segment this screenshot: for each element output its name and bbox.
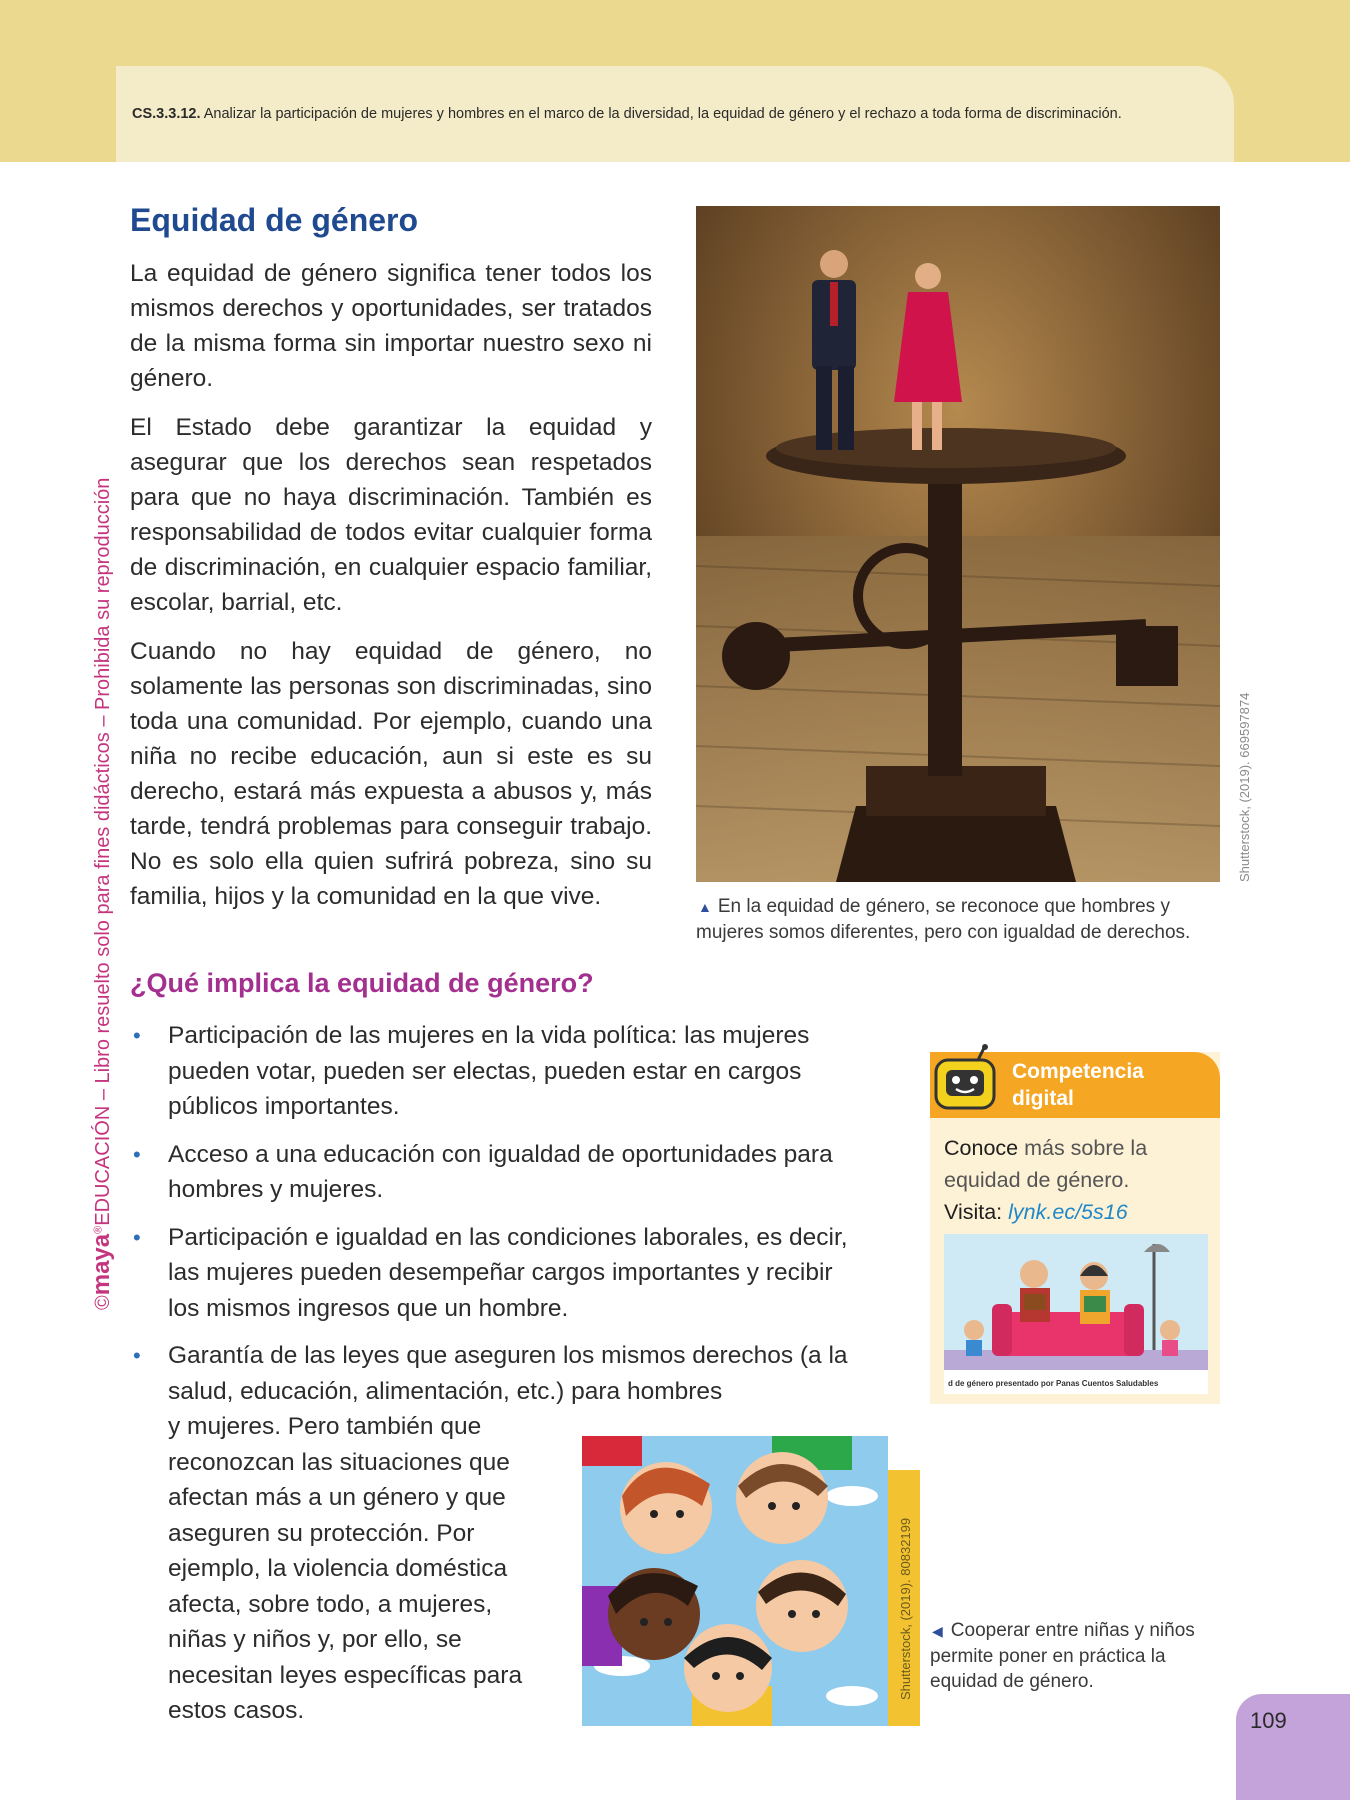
list-item-text: Acceso a una educación con igualdad de oportunidades para hombres y mujeres. xyxy=(168,1140,833,1203)
digital-text-rest: más sobre la equidad de género. xyxy=(944,1136,1148,1192)
bullet-icon: • xyxy=(133,1023,141,1048)
paragraph-3: Cuando no hay equidad de género, no solamente las personas son discriminadas, sino toda una comunidad. Por ejemplo, cuando una niña no recibe educación, aun si este es su derecho, estará más expuesta a abusos y, más tarde, tendrá problemas para conseguir trabajo. No es solo ella quien sufrirá pobreza, sino su familia, hijos y la comunidad en la que vive. xyxy=(130,638,652,910)
photo-caption-1 xyxy=(696,894,1226,945)
intro-column xyxy=(130,256,652,928)
subsection-title: ¿Qué implica la equidad de género? xyxy=(130,968,594,998)
list-item-line: afectan más a un género y que xyxy=(168,1484,506,1511)
side-copyright-note xyxy=(88,470,116,1310)
list-item-line: reconozcan las situaciones que xyxy=(168,1448,510,1476)
photo-credit-2: Shutterstock, (2019). 80832199 xyxy=(898,1517,913,1700)
paragraph-1: La equidad de género significa tener todos los mismos derechos y oportunidades, ser tratados de la misma forma sin importar nuestro sexo ni género. xyxy=(130,260,652,392)
bullet-icon: • xyxy=(133,1224,141,1250)
robot-icon xyxy=(926,1042,1006,1122)
list-item-line: aseguren su protección. Por xyxy=(168,1519,475,1547)
side-note-text: EDUCACIÓN – Libro resuelto solo para fines didácticos – Prohibida su reproducción xyxy=(92,477,114,1226)
list-item-text: Participación de las mujeres en la vida política: las mujeres pueden votar, pueden ser electas, pueden estar en cargos públicos importantes. xyxy=(168,1022,810,1120)
photo-caption-2 xyxy=(930,1618,1230,1694)
digital-box-title xyxy=(1012,1058,1144,1112)
objective-text xyxy=(132,106,1222,122)
photo-children-circle xyxy=(582,1436,888,1726)
thumbnail-caption: d de género presentado por Panas Cuentos Saludables xyxy=(948,1379,1159,1388)
brand-name: maya xyxy=(88,1233,115,1296)
digital-text-strong: Conoce xyxy=(944,1136,1019,1160)
page-number-tab xyxy=(1236,1694,1350,1800)
list-item-text: Participación e igualdad en las condiciones laborales, es decir, las mujeres pueden desempeñar cargos importantes y recibir los mismos ingresos que un hombre. xyxy=(168,1223,848,1322)
bullet-icon: • xyxy=(133,1141,141,1167)
paragraph-2: El Estado debe garantizar la equidad y asegurar que los derechos sean respetados para que no haya discriminación. También es responsabilidad de todos evitar cualquier forma de discriminación, en cualquier espacio familiar, escolar, barrial, etc. xyxy=(130,414,652,616)
resource-link[interactable]: lynk.ec/5s16 xyxy=(1008,1200,1128,1224)
list-item xyxy=(130,1018,860,1125)
children-circle-illustration xyxy=(582,1436,888,1726)
list-item-line: ejemplo, la violencia doméstica xyxy=(168,1555,508,1582)
list-item xyxy=(130,1137,860,1208)
list-item-line: necesitan leyes específicas para xyxy=(168,1661,523,1689)
photo-caption-2-text: Cooperar entre niñas y niños permite poner en práctica la equidad de género. xyxy=(930,1620,1195,1692)
objective-box xyxy=(116,66,1234,162)
list-item-line: estos casos. xyxy=(168,1697,305,1724)
caption-triangle-icon: ◀ xyxy=(932,1623,943,1639)
digital-title-line1: Competencia xyxy=(1012,1060,1144,1083)
visit-label: Visita: xyxy=(944,1200,1003,1224)
list-item-line: y mujeres. Pero también que xyxy=(168,1413,482,1440)
bullet-icon: • xyxy=(133,1343,141,1368)
objective-description: Analizar la participación de mujeres y hombres en el marco de la diversidad, la equidad de género y el rechazo a toda forma de discriminación. xyxy=(203,106,1122,122)
caption-triangle-icon: ▲ xyxy=(698,899,712,915)
digital-box-header xyxy=(930,1052,1220,1118)
digital-competence-box xyxy=(930,1052,1220,1404)
registered-symbol: ® xyxy=(92,1225,105,1234)
section-title: Equidad de género xyxy=(130,202,419,238)
page-number: 109 xyxy=(1250,1708,1287,1733)
list-item-text: Garantía de las leyes que aseguren los mismos derechos (a la salud, educación, alimentación, etc.) para hombres xyxy=(168,1342,848,1405)
photo-caption-1-text: En la equidad de género, se reconoce que hombres y mujeres somos diferentes, pero con igualdad de derechos. xyxy=(696,896,1191,943)
objective-code: CS.3.3.12. xyxy=(132,106,201,122)
digital-box-text xyxy=(944,1132,1214,1228)
photo-scale-figurines xyxy=(696,206,1220,882)
list-item-line: niñas y niños y, por ello, se xyxy=(168,1626,462,1653)
photo-credit-1: Shutterstock, (2019). 669597874 xyxy=(1237,692,1252,882)
copyright-symbol: © xyxy=(92,1295,114,1310)
video-thumbnail[interactable] xyxy=(944,1234,1208,1394)
family-reading-illustration xyxy=(944,1234,1208,1394)
list-item xyxy=(130,1220,860,1327)
digital-title-line2: digital xyxy=(1012,1087,1074,1110)
scale-figurines-illustration xyxy=(696,206,1220,882)
list-item-line: afecta, sobre todo, a mujeres, xyxy=(168,1590,493,1618)
